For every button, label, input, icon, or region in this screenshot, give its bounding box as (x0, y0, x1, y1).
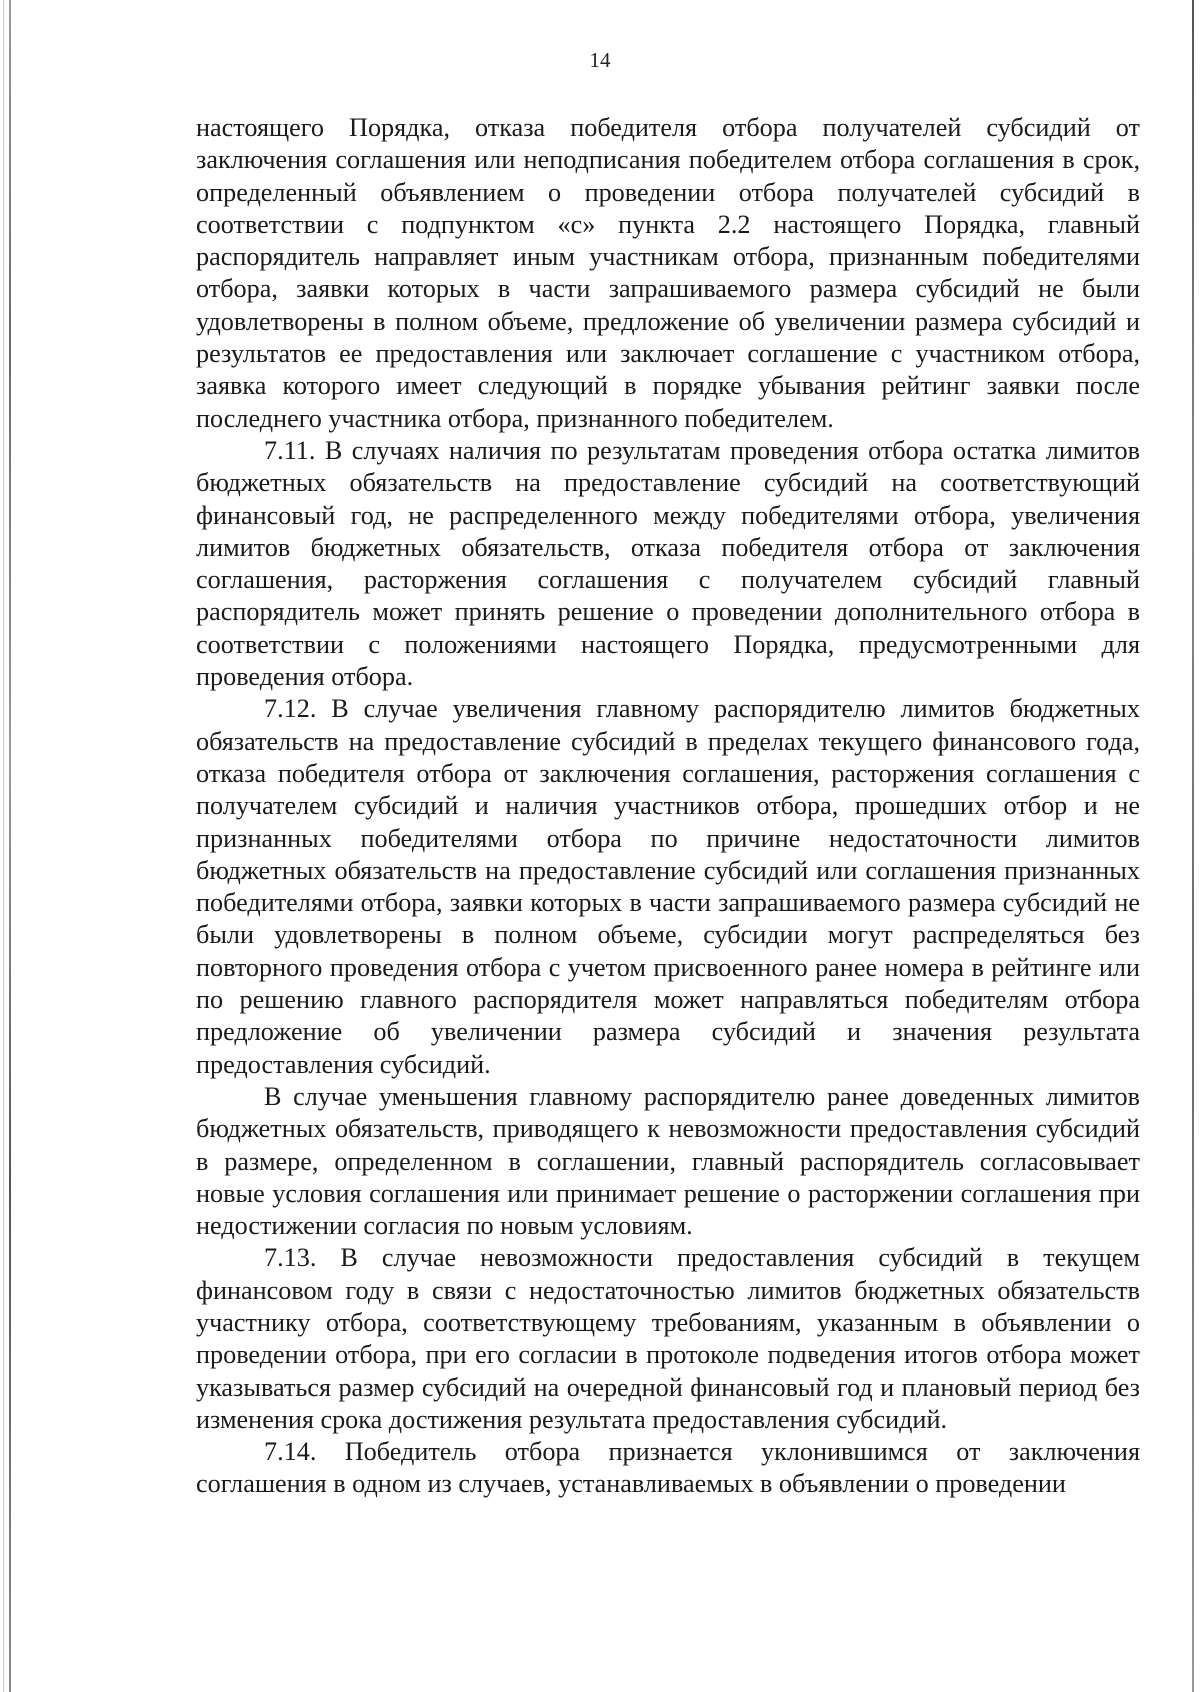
paragraph-7-13: 7.13. В случае невозможности предоставления субсидий в текущем финансовом году в связи с недостаточностью лимитов бюджетных обязательств участнику отбора, соответствующему требованиям, указанным в объявлении о проведении отбора, при его согласии в протоколе подведения итогов отбора может указываться размер субсидий на очередной финансовый год и плановый период без изменения срока достижения результата предоставления субсидий. (196, 1243, 1140, 1434)
scan-edge-left-outer (3, 0, 4, 1692)
paragraph-limits-reduction: В случае уменьшения главному распорядителю ранее доведенных лимитов бюджетных обязательств, приводящего к невозможности предоставления субсидий в размере, определенном в соглашении, главный распорядитель согласовывает новые условия соглашения или принимает решение о расторжении соглашения при недостижении согласия по новым условиям. (196, 1081, 1140, 1241)
body-text (196, 112, 1140, 1501)
paragraph-7-12: 7.12. В случае увеличения главному распорядителю лимитов бюджетных обязательств на предоставление субсидий в пределах текущего финансового года, отказа победителя отбора от заключения соглашения, расторжения соглашения с получателем субсидий и наличия участников отбора, прошедших отбор и не признанных победителями отбора по причине недостаточности лимитов бюджетных обязательств на предоставление субсидий или соглашения признанных победителями отбора, заявки которых в части запрашиваемого размера субсидий не были удовлетворены в полном объеме, субсидии могут распределяться без повторного проведения отбора с учетом присвоенного ранее номера в рейтинге или по решению главного распорядителя может направляться победителям отбора предложение об увеличении размера субсидий и значения результата предоставления субсидий. (196, 694, 1140, 1079)
scan-edge-right (1192, 0, 1194, 1692)
paragraph-7-14: 7.14. Победитель отбора признается уклонившимся от заключения соглашения в одном из случаев, устанавливаемых в объявлении о проведении (196, 1437, 1140, 1499)
paragraph-7-11: 7.11. В случаях наличия по результатам проведения отбора остатка лимитов бюджетных обязательств на предоставление субсидий на соответствующий финансовый год, не распределенного между победителями отбора, увеличения лимитов бюджетных обязательств, отказа победителя отбора от заключения соглашения, расторжения соглашения с получателем субсидий главный распорядитель может принять решение о проведении дополнительного отбора в соответствии с положениями настоящего Порядка, предусмотренными для проведения отбора. (196, 435, 1140, 692)
page-number: 14 (589, 48, 611, 72)
paragraph-continuation: настоящего Порядка, отказа победителя отбора получателей субсидий от заключения соглашения или неподписания победителем отбора соглашения в срок, определенный объявлением о проведении отбора получателей субсидий в соответствии с подпунктом «с» пункта 2.2 настоящего Порядка, главный распорядитель направляет иным участникам отбора, признанным победителями отбора, заявки которых в части запрашиваемого размера субсидий не были удовлетворены в полном объеме, предложение об увеличении размера субсидий и результатов ее предоставления или заключает соглашение с участником отбора, заявка которого имеет следующий в порядке убывания рейтинг заявки после последнего участника отбора, признанного победителем. (196, 113, 1140, 433)
scan-edge-left (9, 0, 11, 1692)
